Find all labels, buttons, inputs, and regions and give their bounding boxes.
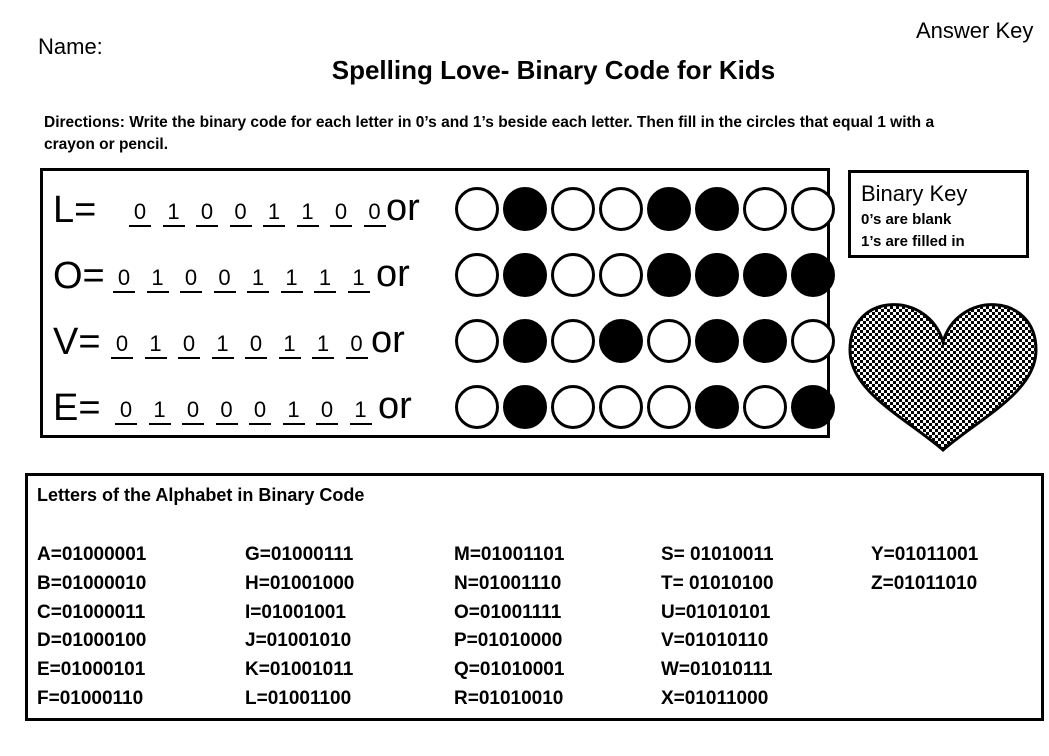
alphabet-entry: J=01001010 [245,630,352,652]
blank-bit-circle[interactable] [551,319,595,363]
blank-bit-circle[interactable] [455,385,499,429]
binary-digit-blank[interactable]: 0 [178,331,200,359]
or-word: or [376,253,410,295]
filled-bit-circle[interactable] [695,385,739,429]
row-letter: O= [53,255,105,297]
blank-bit-circle[interactable] [551,187,595,231]
alphabet-box [25,473,1044,721]
filled-bit-circle[interactable] [503,385,547,429]
filled-bit-circle[interactable] [743,253,787,297]
binary-digit-blank[interactable]: 1 [283,397,305,425]
blank-bit-circle[interactable] [599,187,643,231]
binary-digit-blank[interactable]: 1 [281,265,303,293]
alphabet-entry: L=01001100 [245,687,352,709]
binary-digit-blank[interactable]: 0 [316,397,338,425]
binary-digit-blank[interactable]: 0 [364,199,386,227]
binary-digit-blank[interactable]: 1 [350,397,372,425]
alphabet-entry: N=01001110 [454,572,562,594]
binary-digit-blank[interactable]: 1 [348,265,370,293]
alphabet-entry: K=01001011 [245,659,354,681]
blank-bit-circle[interactable] [743,187,787,231]
or-word: or [378,385,412,427]
binary-code-box [40,168,830,438]
blank-bit-circle[interactable] [455,253,499,297]
filled-bit-circle[interactable] [647,253,691,297]
alphabet-column [871,541,978,599]
alphabet-entry: T= 01010100 [661,572,774,594]
row-letter: E= [53,387,101,429]
binary-digit-blank[interactable]: 1 [147,265,169,293]
filled-bit-circle[interactable] [599,319,643,363]
binary-digit-blank[interactable]: 1 [163,199,185,227]
row-letter: L= [53,189,97,231]
binary-digit-blank[interactable]: 0 [216,397,238,425]
alphabet-entry: Q=01010001 [454,659,565,681]
alphabet-entry: H=01001000 [245,572,355,594]
alphabet-entry: F=01000110 [37,687,144,709]
binary-row [53,251,833,301]
blank-bit-circle[interactable] [791,187,835,231]
filled-bit-circle[interactable] [743,319,787,363]
alphabet-column [661,541,774,714]
binary-digit-blank[interactable]: 0 [230,199,252,227]
binary-digit-blank[interactable]: 0 [214,265,236,293]
binary-digit-blank[interactable]: 1 [279,331,301,359]
binary-digit-blank[interactable]: 0 [180,265,202,293]
alphabet-entry: D=01000100 [37,630,147,652]
alphabet-entry: C=01000011 [37,601,146,623]
alphabet-column [245,541,354,714]
filled-bit-circle[interactable] [503,319,547,363]
filled-bit-circle[interactable] [503,253,547,297]
filled-bit-circle[interactable] [791,385,835,429]
filled-bit-circle[interactable] [695,187,739,231]
binary-digit-blank[interactable]: 1 [149,397,171,425]
binary-key-box [848,170,1029,258]
page-title: Spelling Love- Binary Code for Kids [331,55,776,85]
alphabet-entry: R=01010010 [454,687,564,709]
binary-row [53,317,833,367]
binary-digit-blank[interactable]: 1 [312,331,334,359]
binary-digit-blank[interactable]: 0 [249,397,271,425]
alphabet-entry: S= 01010011 [661,544,774,565]
binary-digit-blank[interactable]: 0 [129,199,151,227]
alphabet-column [454,541,564,714]
alphabet-entry: A=01000001 [37,544,147,565]
blank-bit-circle[interactable] [455,187,499,231]
binary-digit-blank[interactable]: 0 [113,265,135,293]
alphabet-entry: G=01000111 [245,544,354,565]
binary-digit-blank[interactable]: 0 [115,397,137,425]
blank-bit-circle[interactable] [791,319,835,363]
filled-bit-circle[interactable] [647,187,691,231]
alphabet-entry: Z=01011010 [871,572,978,594]
blank-bit-circle[interactable] [599,253,643,297]
alphabet-entry: E=01000101 [37,659,146,681]
binary-digit-blank[interactable]: 0 [330,199,352,227]
binary-digit-blank[interactable]: 0 [111,331,133,359]
alphabet-entry: P=01010000 [454,630,563,652]
name-label: Name: [38,34,103,59]
alphabet-entry: I=01001001 [245,601,346,623]
binary-key-zero-rule: 0’s are blank [861,211,952,228]
alphabet-entry: O=01001111 [454,601,562,623]
filled-bit-circle[interactable] [695,253,739,297]
blank-bit-circle[interactable] [599,385,643,429]
binary-digit-blank[interactable]: 1 [247,265,269,293]
alphabet-entry: U=01010101 [661,601,771,623]
alphabet-entry: M=01001101 [454,544,565,565]
alphabet-entry: X=01011000 [661,687,769,709]
alphabet-column [37,541,146,714]
blank-bit-circle[interactable] [743,385,787,429]
directions-text: Directions: Write the binary code for each letter in 0’s and 1’s beside each letter. Then fill in the circles that equal 1 with a crayon or pencil. [44,114,935,153]
alphabet-entry: W=01010111 [661,659,773,681]
filled-bit-circle[interactable] [695,319,739,363]
alphabet-title: Letters of the Alphabet in Binary Code [37,485,365,505]
binary-row [53,185,833,235]
or-word: or [386,187,420,229]
binary-digit-blank[interactable]: 0 [346,331,368,359]
alphabet-entry: B=01000010 [37,572,147,594]
binary-digit-blank[interactable]: 0 [196,199,218,227]
binary-row [53,383,833,433]
binary-digit-blank[interactable]: 0 [182,397,204,425]
binary-digit-blank[interactable]: 1 [212,331,234,359]
blank-bit-circle[interactable] [551,385,595,429]
binary-digit-blank[interactable]: 1 [145,331,167,359]
binary-digit-blank[interactable]: 0 [245,331,267,359]
checkered-heart-icon [848,288,1038,454]
blank-bit-circle[interactable] [647,319,691,363]
blank-bit-circle[interactable] [551,253,595,297]
filled-bit-circle[interactable] [503,187,547,231]
filled-bit-circle[interactable] [791,253,835,297]
binary-key-one-rule: 1’s are filled in [861,233,965,250]
binary-key-title: Binary Key [861,181,968,206]
or-word: or [371,319,405,361]
blank-bit-circle[interactable] [455,319,499,363]
binary-digit-blank[interactable]: 1 [297,199,319,227]
blank-bit-circle[interactable] [647,385,691,429]
binary-digit-blank[interactable]: 1 [314,265,336,293]
row-letter: V= [53,321,101,363]
answer-key-label: Answer Key [916,18,1034,43]
alphabet-entry: V=01010110 [661,630,769,652]
alphabet-entry: Y=01011001 [871,544,979,565]
binary-digit-blank[interactable]: 1 [263,199,285,227]
